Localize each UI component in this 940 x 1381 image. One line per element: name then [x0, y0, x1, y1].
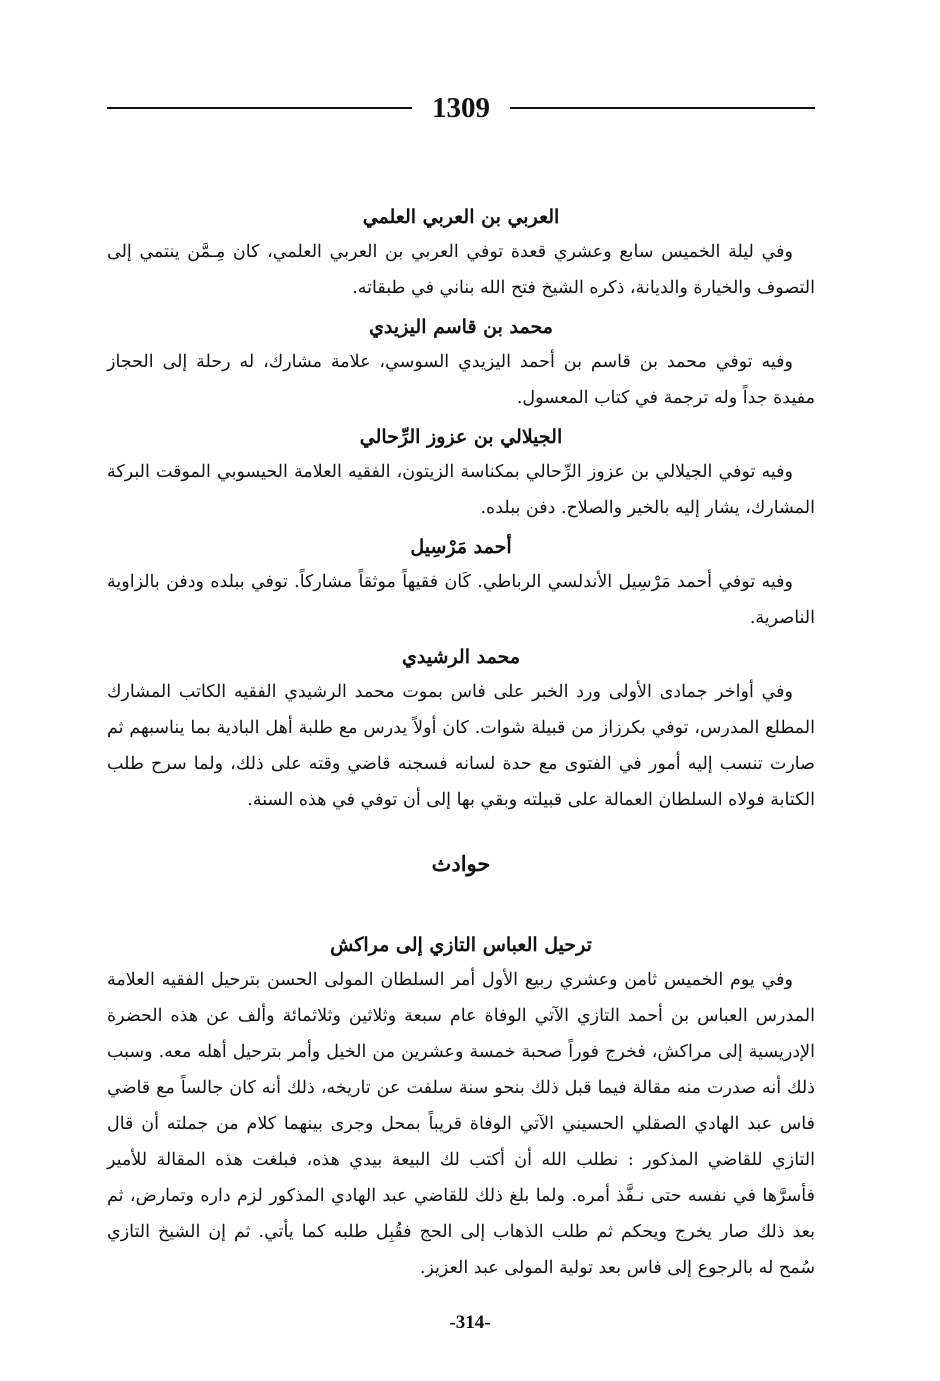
event-title: ترحيل العباس التازي إلى مراكش [330, 934, 592, 956]
entry-title: الجيلالي بن عزوز الرِّحالي [359, 426, 563, 448]
entry-title: محمد بن قاسم اليزيدي [369, 316, 553, 338]
event-text: وفي يوم الخميس ثامن وعشري ربيع الأول أمر السلطان المولى الحسن بترحيل الفقيه العلامة المدرس العباس بن أحمد التازي الآتي الوفاة عام سبعة وثلاثين وثلاثمائة وألف عن هذه الحضرة الإدريسية إلى مراكش، فخرج فوراً صحبة خمسة وعشرين من الخيل وأمر بترحيل أهله معه. وسبب ذلك أنه صدرت منه مقالة فيما قبل ذلك بنحو سنة سلفت عن تاريخه، ذلك أنه كان جالساً مع قاضي فاس عبد الهادي الصقلي الحسيني الآتي الوفاة قريباً بمحل وجرى بينهما كلام من جملته أن قال التازي للقاضي المذكور : نطلب الله أن أكتب لك البيعة بيدي هذه، فبلغت هذه المقالة للأمير فأسرَّها في نفسه حتى نـفَّذ أمره. ولما بلغ ذلك للقاضي عبد الهادي المذكور لزم داره وتمارض، ثم بعد ذلك صار يخرج ويحكم ثم طلب الذهاب إلى الحج فقُبِل طلبه كما يأتي. ثم إن الشيخ التازي سُمح له بالرجوع إلى فاس بعد تولية المولى عبد العزيز. [107, 970, 815, 1278]
header-rule-left [107, 107, 412, 109]
page-number: -314- [449, 1312, 491, 1333]
entry-text: وفي ليلة الخميس سابع وعشري قعدة توفي العربي بن العربي العلمي، كان مِـمَّن ينتمي إلى التصوف والخيارة والديانة، ذكره الشيخ فتح الله بناني في طبقاته. [107, 242, 815, 298]
section-title: حوادث [431, 851, 491, 876]
entry-title: محمد الرشيدي [401, 646, 521, 668]
entry-text: وفي أواخر جمادى الأولى ورد الخبر على فاس بموت محمد الرشيدي الفقيه الكاتب المشارك المطلع المدرس، توفي بكرزاز من قبيلة شوات. كان أولاً يدرس مع طلبة أهل البادية بما يناسبهم ثم صارت تنسب إليه أمور في الفتوى مع حدة لسانه فسجنه قاضي وقته على ذلك، ولما سرح طلب الكتابة فولاه السلطان العمالة على قبيلته وبقي بها إلى أن توفي في هذه السنة. [107, 682, 815, 810]
entry-title: العربي بن العربي العلمي [362, 206, 560, 228]
page-body [107, 200, 815, 1290]
header-year: 1309 [432, 91, 490, 124]
page-header [107, 88, 815, 128]
entry-text: وفيه توفي الجيلالي بن عزوز الرِّحالي بمكناسة الزيتون، الفقيه العلامة الحيسوبي الموقت البركة المشارك، يشار إليه بالخير والصلاح. دفن ببلده. [107, 462, 815, 518]
header-rule-right [510, 107, 815, 109]
entry-text: وفيه توفي محمد بن قاسم بن أحمد اليزيدي السوسي، علامة مشارك، له رحلة إلى الحجاز مفيدة جداً وله ترجمة في كتاب المعسول. [107, 352, 815, 408]
entry-title: أحمد مَرْسِيل [410, 536, 512, 558]
entry-text: وفيه توفي أحمد مَرْسِيل الأندلسي الرباطي. كَان فقيهاً موثقاً مشاركاً. توفي ببلده ودفن بالزاوية الناصرية. [107, 572, 815, 628]
